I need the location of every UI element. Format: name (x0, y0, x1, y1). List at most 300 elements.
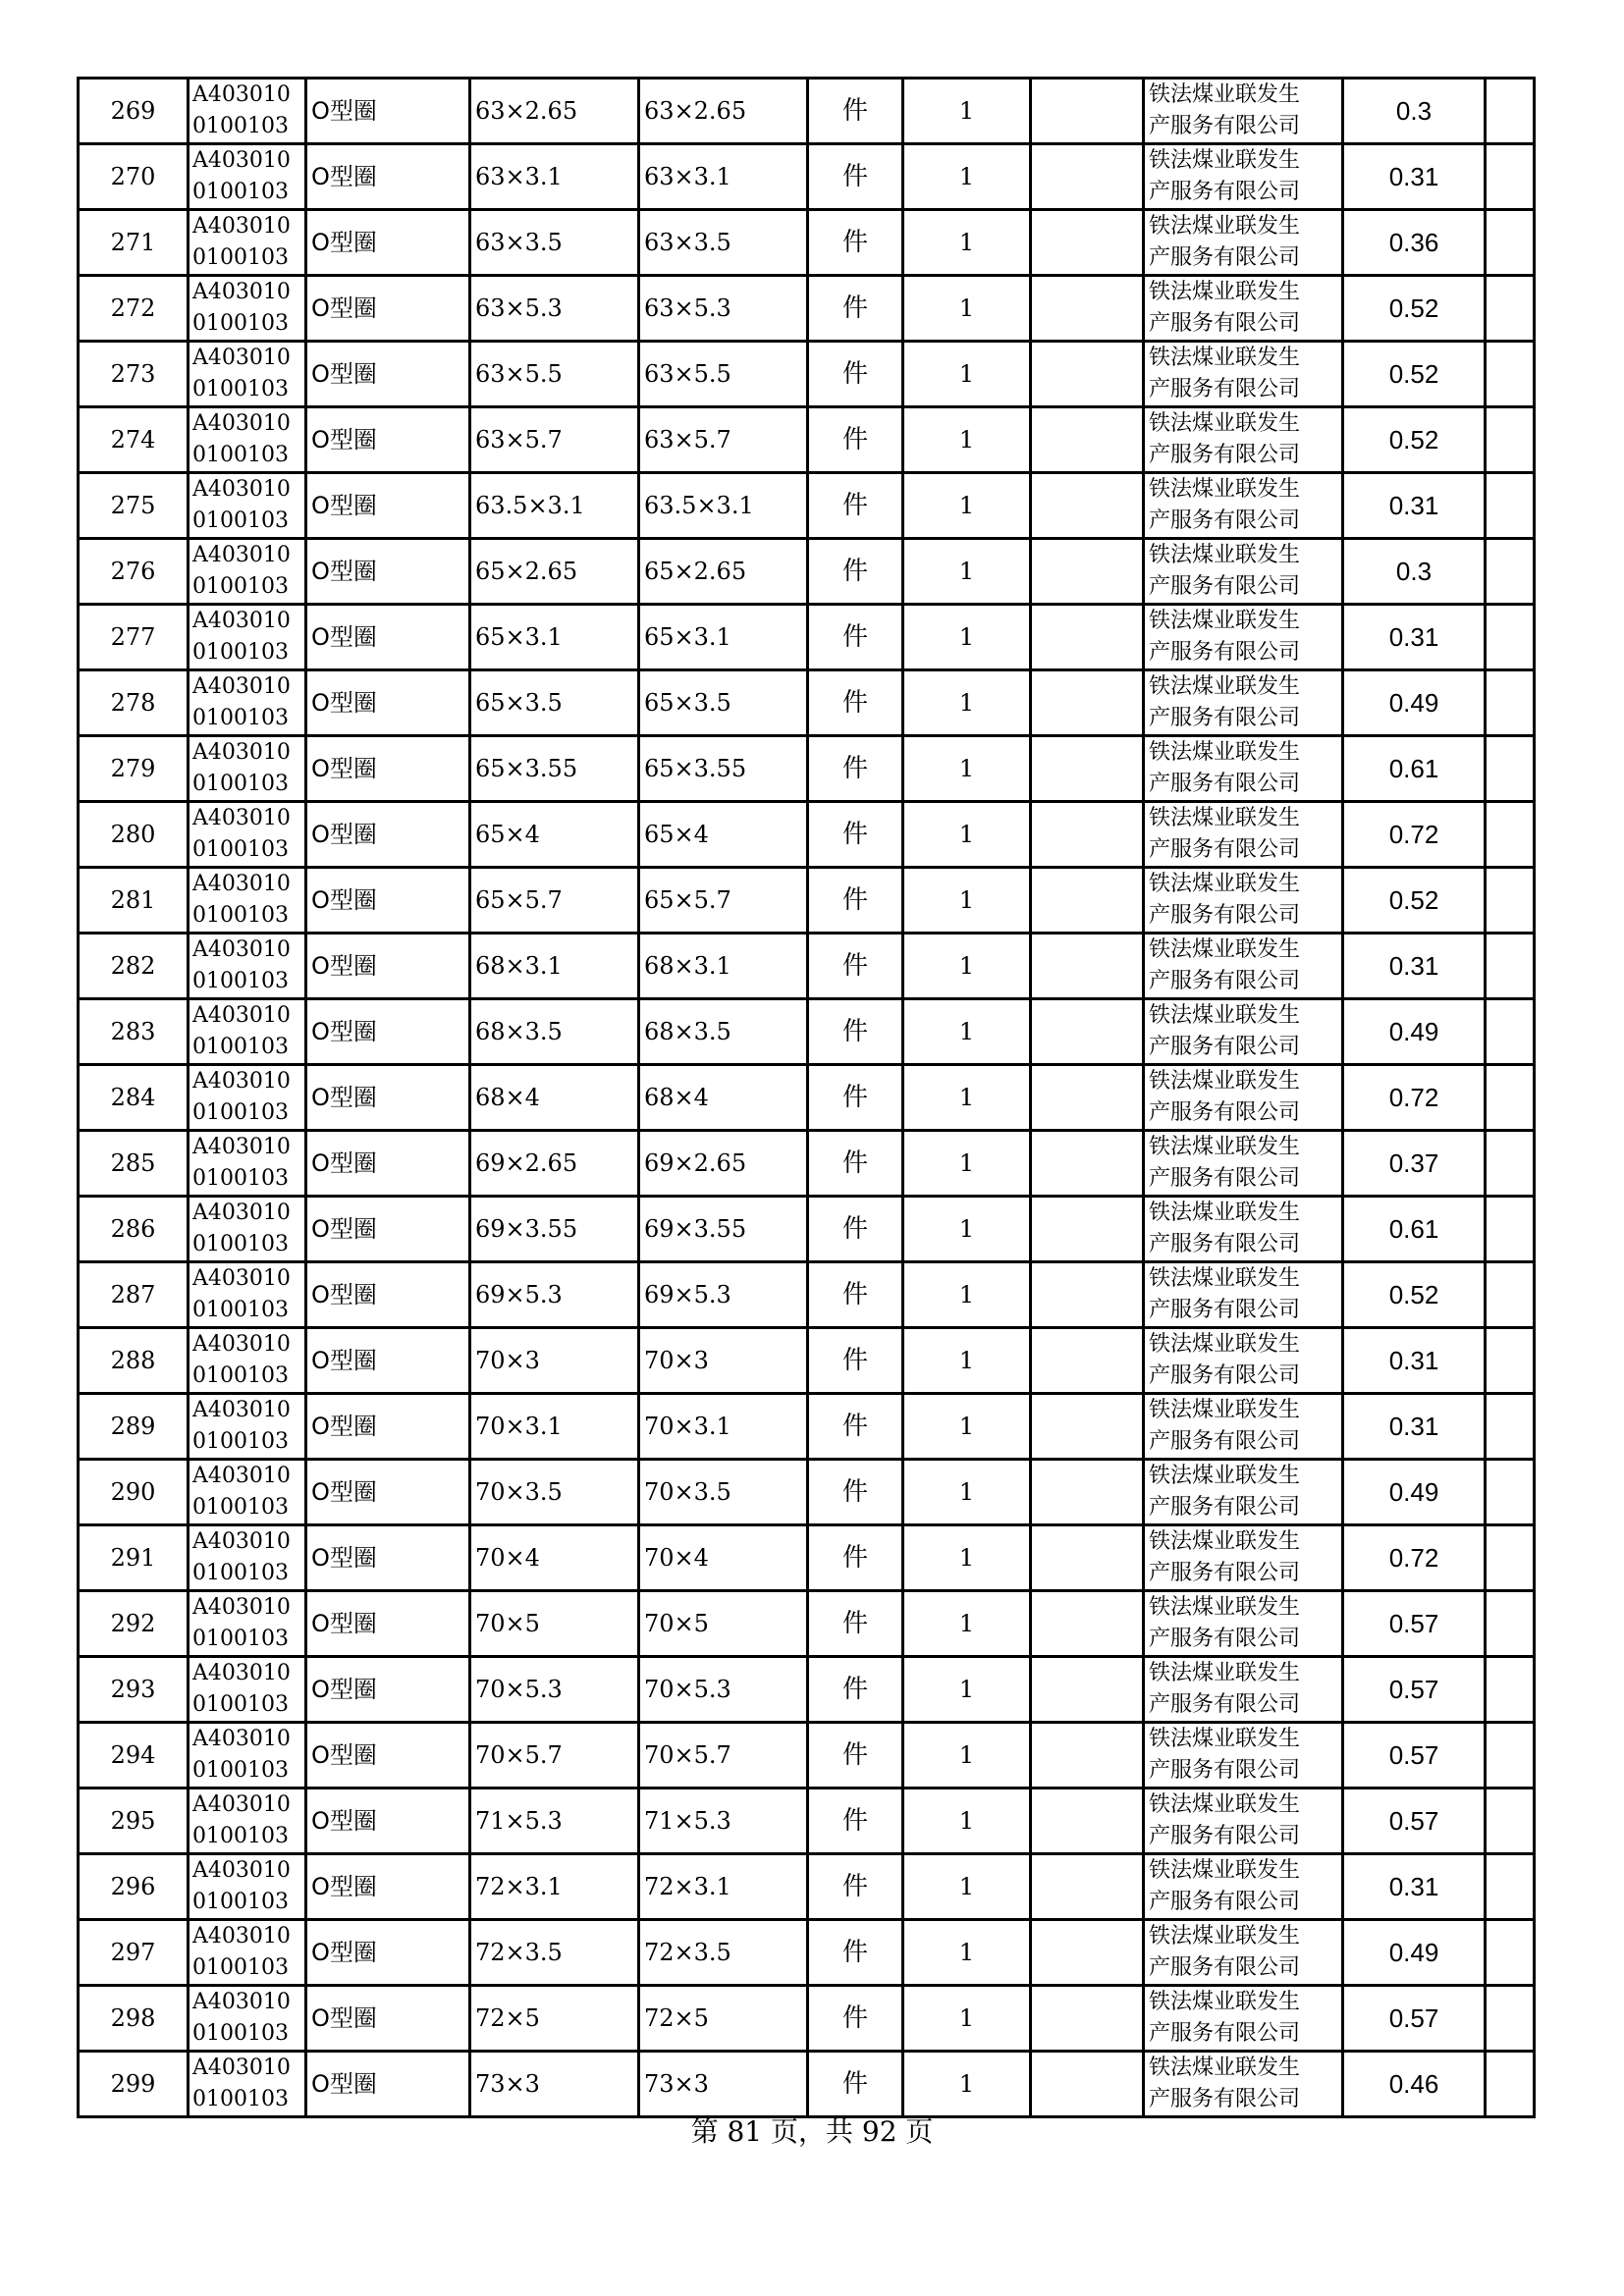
quantity: 1 (903, 210, 1031, 276)
row-number: 288 (79, 1328, 189, 1394)
material-code-line-1: A403010 (192, 1529, 291, 1554)
material-code-line-1: A403010 (192, 1858, 291, 1883)
supplier-line-1: 铁法煤业联发生 (1149, 1201, 1301, 1225)
material-code-line-1: A403010 (192, 1595, 291, 1620)
supplier-line-2: 产服务有限公司 (1149, 443, 1301, 467)
unit-price: 0.36 (1343, 210, 1486, 276)
row-number: 292 (79, 1591, 189, 1657)
unit: 件 (808, 1460, 903, 1525)
empty-cell (1031, 1723, 1144, 1789)
material-name: O型圈 (306, 473, 470, 539)
material-name: O型圈 (306, 736, 470, 802)
material-code-line-2: 0100103 (192, 1363, 289, 1388)
specification: 63×5.7 (470, 407, 639, 473)
unit-price: 0.49 (1343, 999, 1486, 1065)
material-code-line-2: 0100103 (192, 1890, 289, 1914)
model: 63×3.5 (639, 210, 808, 276)
empty-cell (1031, 1789, 1144, 1854)
material-name: O型圈 (306, 1197, 470, 1262)
supplier (1144, 934, 1343, 999)
material-code-line-2: 0100103 (192, 180, 289, 204)
supplier-line-2: 产服务有限公司 (1149, 969, 1301, 993)
table-row (79, 802, 1535, 868)
supplier-line-2: 产服务有限公司 (1149, 1627, 1301, 1651)
supplier (1144, 1197, 1343, 1262)
row-number: 280 (79, 802, 189, 868)
quantity: 1 (903, 1789, 1031, 1854)
unit-price: 0.49 (1343, 1920, 1486, 1986)
specification: 65×3.55 (470, 736, 639, 802)
model: 70×5.3 (639, 1657, 808, 1723)
quantity: 1 (903, 407, 1031, 473)
unit: 件 (808, 868, 903, 934)
unit-price: 0.57 (1343, 1723, 1486, 1789)
material-name: O型圈 (306, 1460, 470, 1525)
model: 65×3.5 (639, 670, 808, 736)
material-code-line-2: 0100103 (192, 245, 289, 270)
unit-price: 0.31 (1343, 144, 1486, 210)
supplier (1144, 407, 1343, 473)
supplier-line-2: 产服务有限公司 (1149, 1758, 1301, 1783)
row-number: 290 (79, 1460, 189, 1525)
row-number: 297 (79, 1920, 189, 1986)
table-row (79, 1197, 1535, 1262)
material-name: O型圈 (306, 2052, 470, 2117)
supplier (1144, 802, 1343, 868)
material-code-line-1: A403010 (192, 2056, 291, 2080)
supplier-line-2: 产服务有限公司 (1149, 1232, 1301, 1256)
table-row (79, 999, 1535, 1065)
unit: 件 (808, 802, 903, 868)
model: 71×5.3 (639, 1789, 808, 1854)
material-code-line-2: 0100103 (192, 1429, 289, 1454)
empty-cell (1031, 736, 1144, 802)
supplier-line-2: 产服务有限公司 (1149, 1890, 1301, 1914)
material-code-line-1: A403010 (192, 1924, 291, 1949)
material-code (189, 736, 306, 802)
supplier-line-2: 产服务有限公司 (1149, 640, 1301, 665)
material-code-line-1: A403010 (192, 806, 291, 830)
supplier-line-2: 产服务有限公司 (1149, 903, 1301, 928)
unit: 件 (808, 276, 903, 342)
unit: 件 (808, 144, 903, 210)
supplier-line-2: 产服务有限公司 (1149, 1824, 1301, 1848)
material-name: O型圈 (306, 1262, 470, 1328)
unit: 件 (808, 1657, 903, 1723)
table-row (79, 342, 1535, 407)
material-code (189, 1394, 306, 1460)
material-code-line-1: A403010 (192, 937, 291, 962)
empty-cell (1031, 2052, 1144, 2117)
quantity: 1 (903, 1854, 1031, 1920)
unit-price: 0.37 (1343, 1131, 1486, 1197)
quantity: 1 (903, 1197, 1031, 1262)
unit: 件 (808, 1197, 903, 1262)
material-code (189, 2052, 306, 2117)
material-name: O型圈 (306, 1131, 470, 1197)
row-number: 293 (79, 1657, 189, 1723)
specification: 72×3.5 (470, 1920, 639, 1986)
material-code-line-1: A403010 (192, 477, 291, 502)
material-code (189, 1460, 306, 1525)
unit: 件 (808, 342, 903, 407)
unit: 件 (808, 736, 903, 802)
supplier-line-1: 铁法煤业联发生 (1149, 1661, 1301, 1685)
material-code-line-2: 0100103 (192, 114, 289, 138)
supplier (1144, 605, 1343, 670)
model: 69×3.55 (639, 1197, 808, 1262)
empty-cell (1031, 670, 1144, 736)
specification: 65×2.65 (470, 539, 639, 605)
supplier-line-2: 产服务有限公司 (1149, 1363, 1301, 1388)
unit: 件 (808, 1394, 903, 1460)
table-row (79, 407, 1535, 473)
table-row (79, 1986, 1535, 2052)
row-number: 289 (79, 1394, 189, 1460)
empty-cell (1031, 1262, 1144, 1328)
material-code-line-2: 0100103 (192, 508, 289, 533)
empty-cell (1031, 1328, 1144, 1394)
model: 65×4 (639, 802, 808, 868)
supplier (1144, 539, 1343, 605)
material-code-line-1: A403010 (192, 1727, 291, 1751)
material-code-line-2: 0100103 (192, 1824, 289, 1848)
supplier (1144, 79, 1343, 144)
unit-price: 0.31 (1343, 1328, 1486, 1394)
empty-cell (1031, 1657, 1144, 1723)
row-number: 279 (79, 736, 189, 802)
model: 72×5 (639, 1986, 808, 2052)
supplier (1144, 1460, 1343, 1525)
material-code (189, 1591, 306, 1657)
unit: 件 (808, 2052, 903, 2117)
unit: 件 (808, 999, 903, 1065)
empty-cell (1486, 605, 1535, 670)
material-name: O型圈 (306, 342, 470, 407)
model: 63×5.5 (639, 342, 808, 407)
specification: 70×3.5 (470, 1460, 639, 1525)
material-code-line-2: 0100103 (192, 1035, 289, 1059)
specification: 65×3.1 (470, 605, 639, 670)
row-number: 282 (79, 934, 189, 999)
material-code-line-1: A403010 (192, 1332, 291, 1357)
supplier-line-2: 产服务有限公司 (1149, 508, 1301, 533)
material-name: O型圈 (306, 1657, 470, 1723)
supplier (1144, 1394, 1343, 1460)
supplier-line-2: 产服务有限公司 (1149, 1692, 1301, 1717)
material-name: O型圈 (306, 670, 470, 736)
unit: 件 (808, 605, 903, 670)
specification: 70×5 (470, 1591, 639, 1657)
material-code-line-1: A403010 (192, 1135, 291, 1159)
material-code-line-2: 0100103 (192, 772, 289, 796)
material-code (189, 1262, 306, 1328)
row-number: 295 (79, 1789, 189, 1854)
specification: 65×3.5 (470, 670, 639, 736)
supplier (1144, 1723, 1343, 1789)
material-code (189, 1723, 306, 1789)
material-name: O型圈 (306, 1854, 470, 1920)
material-code-line-2: 0100103 (192, 837, 289, 862)
material-name: O型圈 (306, 934, 470, 999)
material-name: O型圈 (306, 802, 470, 868)
specification: 73×3 (470, 2052, 639, 2117)
empty-cell (1031, 539, 1144, 605)
supplier (1144, 999, 1343, 1065)
supplier (1144, 1789, 1343, 1854)
table-row (79, 934, 1535, 999)
unit: 件 (808, 1131, 903, 1197)
material-code (189, 1920, 306, 1986)
material-code-line-2: 0100103 (192, 1627, 289, 1651)
material-code (189, 1657, 306, 1723)
material-code (189, 1328, 306, 1394)
table-row (79, 868, 1535, 934)
empty-cell (1031, 1525, 1144, 1591)
model: 63×5.7 (639, 407, 808, 473)
specification: 70×5.7 (470, 1723, 639, 1789)
supplier (1144, 670, 1343, 736)
unit: 件 (808, 79, 903, 144)
empty-cell (1486, 736, 1535, 802)
empty-cell (1031, 605, 1144, 670)
material-code-line-1: A403010 (192, 1003, 291, 1028)
supplier-line-1: 铁法煤业联发生 (1149, 872, 1301, 896)
material-code-line-1: A403010 (192, 674, 291, 699)
supplier (1144, 1065, 1343, 1131)
supplier-line-2: 产服务有限公司 (1149, 574, 1301, 599)
material-code (189, 407, 306, 473)
material-code (189, 868, 306, 934)
empty-cell (1486, 1197, 1535, 1262)
empty-cell (1486, 2052, 1535, 2117)
quantity: 1 (903, 1723, 1031, 1789)
empty-cell (1031, 473, 1144, 539)
material-name: O型圈 (306, 1723, 470, 1789)
row-number: 270 (79, 144, 189, 210)
empty-cell (1486, 276, 1535, 342)
supplier-line-1: 铁法煤业联发生 (1149, 1003, 1301, 1028)
model: 68×3.1 (639, 934, 808, 999)
supplier-line-1: 铁法煤业联发生 (1149, 1792, 1301, 1817)
unit: 件 (808, 407, 903, 473)
row-number: 283 (79, 999, 189, 1065)
supplier-line-2: 产服务有限公司 (1149, 772, 1301, 796)
unit-price: 0.52 (1343, 1262, 1486, 1328)
material-code-line-2: 0100103 (192, 903, 289, 928)
material-code-line-1: A403010 (192, 1398, 291, 1422)
row-number: 275 (79, 473, 189, 539)
unit: 件 (808, 1723, 903, 1789)
empty-cell (1486, 1525, 1535, 1591)
material-code-line-2: 0100103 (192, 2021, 289, 2046)
quantity: 1 (903, 1591, 1031, 1657)
material-name: O型圈 (306, 539, 470, 605)
unit-price: 0.57 (1343, 1789, 1486, 1854)
quantity: 1 (903, 2052, 1031, 2117)
quantity: 1 (903, 605, 1031, 670)
supplier-line-1: 铁法煤业联发生 (1149, 806, 1301, 830)
quantity: 1 (903, 1394, 1031, 1460)
model: 63×2.65 (639, 79, 808, 144)
specification: 65×4 (470, 802, 639, 868)
quantity: 1 (903, 868, 1031, 934)
supplier-line-1: 铁法煤业联发生 (1149, 411, 1301, 436)
supplier-line-1: 铁法煤业联发生 (1149, 1595, 1301, 1620)
empty-cell (1031, 276, 1144, 342)
row-number: 291 (79, 1525, 189, 1591)
supplier-line-1: 铁法煤业联发生 (1149, 1135, 1301, 1159)
model: 65×2.65 (639, 539, 808, 605)
table-row (79, 736, 1535, 802)
material-name: O型圈 (306, 1065, 470, 1131)
empty-cell (1486, 802, 1535, 868)
unit-price: 0.3 (1343, 539, 1486, 605)
supplier-line-2: 产服务有限公司 (1149, 311, 1301, 336)
supplier-line-2: 产服务有限公司 (1149, 180, 1301, 204)
supplier-line-2: 产服务有限公司 (1149, 245, 1301, 270)
parts-table (77, 77, 1536, 2118)
material-name: O型圈 (306, 1525, 470, 1591)
supplier-line-1: 铁法煤业联发生 (1149, 82, 1301, 107)
unit-price: 0.57 (1343, 1591, 1486, 1657)
supplier-line-1: 铁法煤业联发生 (1149, 148, 1301, 173)
table-row (79, 1789, 1535, 1854)
supplier-line-1: 铁法煤业联发生 (1149, 937, 1301, 962)
model: 63×3.1 (639, 144, 808, 210)
specification: 68×3.1 (470, 934, 639, 999)
specification: 63.5×3.1 (470, 473, 639, 539)
specification: 69×3.55 (470, 1197, 639, 1262)
material-code (189, 539, 306, 605)
specification: 70×3 (470, 1328, 639, 1394)
table-row (79, 1131, 1535, 1197)
material-name: O型圈 (306, 1986, 470, 2052)
empty-cell (1486, 1394, 1535, 1460)
quantity: 1 (903, 736, 1031, 802)
empty-cell (1486, 1131, 1535, 1197)
supplier-line-1: 铁法煤业联发生 (1149, 2056, 1301, 2080)
material-code-line-2: 0100103 (192, 1561, 289, 1585)
model: 70×3.1 (639, 1394, 808, 1460)
row-number: 298 (79, 1986, 189, 2052)
specification: 71×5.3 (470, 1789, 639, 1854)
unit-price: 0.61 (1343, 736, 1486, 802)
material-code-line-2: 0100103 (192, 1100, 289, 1125)
empty-cell (1486, 1460, 1535, 1525)
material-name: O型圈 (306, 868, 470, 934)
empty-cell (1486, 407, 1535, 473)
material-name: O型圈 (306, 1328, 470, 1394)
empty-cell (1031, 210, 1144, 276)
unit-price: 0.49 (1343, 670, 1486, 736)
table-row (79, 1460, 1535, 1525)
specification: 63×5.3 (470, 276, 639, 342)
empty-cell (1486, 1262, 1535, 1328)
empty-cell (1486, 539, 1535, 605)
page-footer: 第 81 页，共 92 页 (690, 2115, 934, 2148)
empty-cell (1031, 1591, 1144, 1657)
empty-cell (1486, 1986, 1535, 2052)
table-row (79, 1394, 1535, 1460)
supplier-line-1: 铁法煤业联发生 (1149, 1858, 1301, 1883)
table-row (79, 605, 1535, 670)
quantity: 1 (903, 1262, 1031, 1328)
material-code-line-2: 0100103 (192, 969, 289, 993)
supplier-line-2: 产服务有限公司 (1149, 1166, 1301, 1191)
material-code (189, 144, 306, 210)
table-row (79, 1657, 1535, 1723)
supplier-line-1: 铁法煤业联发生 (1149, 543, 1301, 567)
table-row (79, 539, 1535, 605)
empty-cell (1031, 1854, 1144, 1920)
specification: 68×3.5 (470, 999, 639, 1065)
empty-cell (1486, 1789, 1535, 1854)
row-number: 278 (79, 670, 189, 736)
table-row (79, 1065, 1535, 1131)
unit-price: 0.31 (1343, 1854, 1486, 1920)
specification: 63×5.5 (470, 342, 639, 407)
unit-price: 0.3 (1343, 79, 1486, 144)
table-row (79, 1920, 1535, 1986)
unit: 件 (808, 1986, 903, 2052)
row-number: 271 (79, 210, 189, 276)
unit-price: 0.31 (1343, 1394, 1486, 1460)
quantity: 1 (903, 1920, 1031, 1986)
supplier-line-1: 铁法煤业联发生 (1149, 1990, 1301, 2014)
empty-cell (1031, 1460, 1144, 1525)
model: 65×3.1 (639, 605, 808, 670)
unit-price: 0.52 (1343, 407, 1486, 473)
material-code (189, 934, 306, 999)
material-code (189, 1854, 306, 1920)
material-code-line-1: A403010 (192, 1069, 291, 1094)
supplier-line-2: 产服务有限公司 (1149, 2087, 1301, 2111)
empty-cell (1486, 1065, 1535, 1131)
row-number: 276 (79, 539, 189, 605)
material-name: O型圈 (306, 276, 470, 342)
empty-cell (1486, 1591, 1535, 1657)
quantity: 1 (903, 1131, 1031, 1197)
empty-cell (1031, 1197, 1144, 1262)
empty-cell (1486, 999, 1535, 1065)
table-row (79, 210, 1535, 276)
material-name: O型圈 (306, 407, 470, 473)
model: 69×5.3 (639, 1262, 808, 1328)
specification: 63×2.65 (470, 79, 639, 144)
material-code-line-2: 0100103 (192, 377, 289, 401)
empty-cell (1486, 868, 1535, 934)
supplier (1144, 1920, 1343, 1986)
material-code-line-2: 0100103 (192, 1955, 289, 1980)
unit-price: 0.72 (1343, 1525, 1486, 1591)
quantity: 1 (903, 539, 1031, 605)
row-number: 277 (79, 605, 189, 670)
row-number: 281 (79, 868, 189, 934)
row-number: 287 (79, 1262, 189, 1328)
empty-cell (1486, 1657, 1535, 1723)
quantity: 1 (903, 802, 1031, 868)
empty-cell (1486, 342, 1535, 407)
unit-price: 0.52 (1343, 868, 1486, 934)
specification: 63×3.1 (470, 144, 639, 210)
unit-price: 0.57 (1343, 1657, 1486, 1723)
specification: 70×5.3 (470, 1657, 639, 1723)
supplier-line-2: 产服务有限公司 (1149, 837, 1301, 862)
unit: 件 (808, 1525, 903, 1591)
table-row (79, 1262, 1535, 1328)
material-code-line-1: A403010 (192, 148, 291, 173)
